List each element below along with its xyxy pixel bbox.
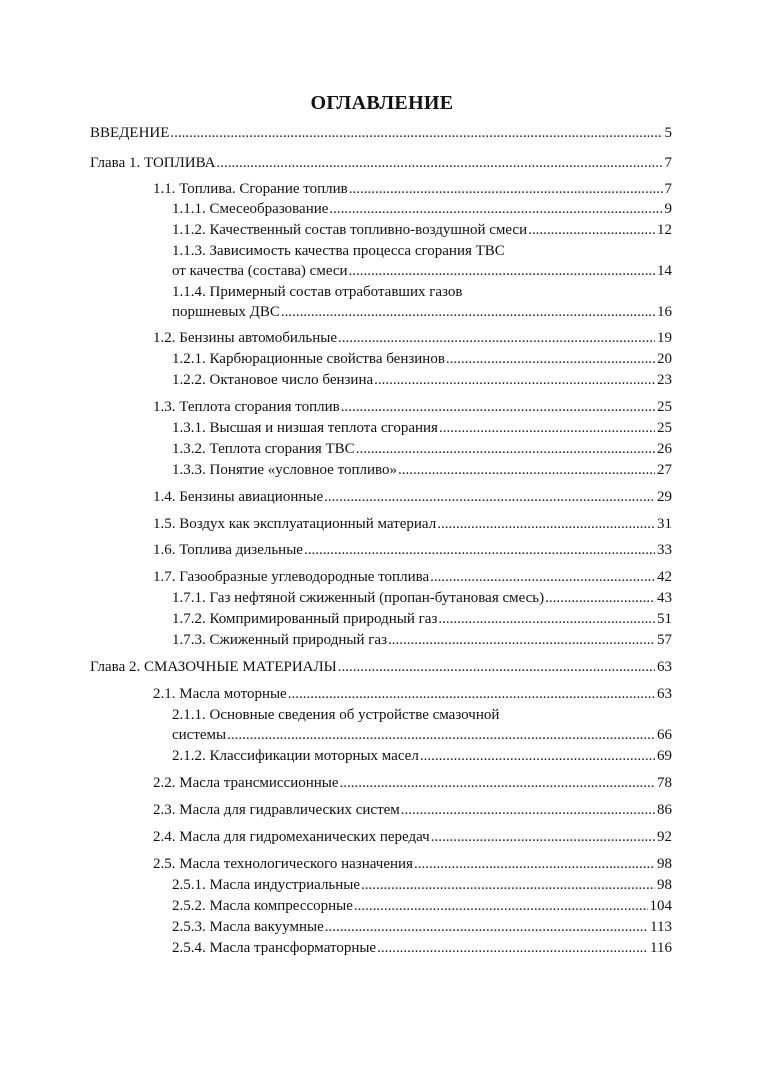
toc-entry-label: 1.1.2. Качественный состав топливно-воздушной смеси [172, 222, 528, 238]
toc-entry-introduction[interactable] [90, 122, 672, 144]
toc-entry-label: 1.6. Топлива дизельные [153, 542, 303, 558]
toc-entry-label: 1.7. Газообразные углеводородные топлива [153, 569, 430, 585]
toc-leader [401, 799, 655, 821]
toc-entry-label: поршневых ДВС [172, 304, 280, 320]
toc-entry-label: 1.7.1. Газ нефтяной сжиженный (пропан-бутановая смесь) [172, 590, 545, 606]
toc-leader [446, 348, 655, 370]
toc-entry-page: 69 [657, 748, 672, 764]
toc-entry-page: 7 [664, 181, 672, 197]
toc-entry-page: 19 [657, 330, 672, 346]
toc-entry-page: 29 [657, 489, 672, 505]
toc-entry-1-5[interactable] [153, 513, 672, 535]
toc-leader [349, 178, 663, 200]
toc-entry-page: 51 [657, 611, 672, 627]
toc-entry-2-1-1[interactable] [172, 724, 672, 746]
toc-leader [288, 683, 655, 705]
toc-leader [340, 772, 655, 794]
toc-entry-page: 113 [650, 919, 672, 935]
toc-entry-1-2-1[interactable] [172, 348, 672, 370]
toc-entry-label: Глава 1. ТОПЛИВА [90, 155, 216, 171]
toc-entry-2-1-2[interactable] [172, 745, 672, 767]
toc-leader [438, 608, 655, 630]
toc-entry-page: 98 [657, 877, 672, 893]
toc-leader [325, 916, 648, 938]
toc-leader [437, 513, 655, 535]
toc-entry-1-1-3-line1: 1.1.3. Зависимость качества процесса сгорания ТВС [172, 243, 505, 259]
toc-entry-page: 25 [657, 399, 672, 415]
toc-entry-1-1-2[interactable] [172, 219, 672, 241]
toc-entry-label: 2.5.2. Масла компрессорные [172, 898, 353, 914]
toc-leader [349, 260, 655, 282]
toc-entry-page: 20 [657, 351, 672, 367]
toc-entry-page: 5 [664, 125, 672, 141]
toc-entry-page: 57 [657, 632, 672, 648]
toc-entry-2-1-1-line1: 2.1.1. Основные сведения об устройстве смазочной [172, 707, 500, 723]
toc-entry-1-1-1[interactable] [172, 198, 672, 220]
toc-entry-page: 7 [664, 155, 672, 171]
toc-leader [329, 198, 662, 220]
toc-entry-1-3-3[interactable] [172, 459, 672, 481]
toc-entry-label: системы [172, 727, 227, 743]
toc-leader [374, 369, 655, 391]
toc-entry-2-3[interactable] [153, 799, 672, 821]
toc-leader [431, 826, 655, 848]
toc-entry-page: 92 [657, 829, 672, 845]
toc-leader [324, 486, 655, 508]
toc-entry-page: 116 [650, 940, 672, 956]
toc-leader [420, 745, 655, 767]
page-title: ОГЛАВЛЕНИЕ [310, 92, 454, 114]
toc-leader [377, 937, 648, 959]
toc-entry-page: 86 [657, 802, 672, 818]
toc-entry-1-4[interactable] [153, 486, 672, 508]
toc-entry-page: 63 [657, 659, 672, 675]
toc-entry-label: 2.1.2. Классификации моторных масел [172, 748, 419, 764]
toc-entry-page: 25 [657, 420, 672, 436]
toc-leader [356, 438, 655, 460]
toc-entry-label: 2.4. Масла для гидромеханических передач [153, 829, 430, 845]
toc-leader [304, 539, 655, 561]
toc-leader [341, 396, 655, 418]
toc-entry-page: 66 [657, 727, 672, 743]
toc-leader [170, 122, 662, 144]
toc-entry-chapter-2[interactable] [90, 656, 672, 678]
toc-entry-1-1-3[interactable] [172, 260, 672, 282]
toc-entry-label: 1.3.2. Теплота сгорания ТВС [172, 441, 355, 457]
toc-entry-2-2[interactable] [153, 772, 672, 794]
toc-entry-page: 43 [657, 590, 672, 606]
toc-entry-page: 63 [657, 686, 672, 702]
toc-leader [545, 587, 655, 609]
toc-entry-1-2-2[interactable] [172, 369, 672, 391]
toc-leader [528, 219, 655, 241]
toc-entry-1-7-3[interactable] [172, 629, 672, 651]
toc-leader [430, 566, 655, 588]
toc-entry-page: 78 [657, 775, 672, 791]
toc-entry-1-3[interactable] [153, 396, 672, 418]
toc-entry-2-4[interactable] [153, 826, 672, 848]
toc-entry-label: 2.5.3. Масла вакуумные [172, 919, 324, 935]
toc-entry-label: 1.7.3. Сжиженный природный газ [172, 632, 388, 648]
toc-entry-page: 14 [657, 263, 672, 279]
toc-entry-2-5-4[interactable] [172, 937, 672, 959]
toc-leader [414, 853, 655, 875]
toc-entry-label: 1.1. Топлива. Сгорание топлив [153, 181, 348, 197]
toc-entry-label: 1.3.1. Высшая и низшая теплота сгорания [172, 420, 438, 436]
toc-leader [338, 656, 655, 678]
toc-entry-label: 1.2. Бензины автомобильные [153, 330, 338, 346]
toc-entry-label: 1.4. Бензины авиационные [153, 489, 324, 505]
toc-entry-page: 26 [657, 441, 672, 457]
toc-entry-page: 16 [657, 304, 672, 320]
toc-leader [227, 724, 655, 746]
toc-entry-1-6[interactable] [153, 539, 672, 561]
toc-entry-label: 1.5. Воздух как эксплуатационный материал [153, 516, 437, 532]
toc-entry-2-5-1[interactable] [172, 874, 672, 896]
toc-entry-page: 42 [657, 569, 672, 585]
toc-leader [361, 874, 655, 896]
toc-entry-label: 2.5.1. Масла индустриальные [172, 877, 361, 893]
toc-entry-chapter-1[interactable] [90, 152, 672, 174]
toc-entry-page: 33 [657, 542, 672, 558]
toc-leader [354, 895, 648, 917]
toc-leader [281, 301, 655, 323]
toc-entry-label: 1.7.2. Компримированный природный газ [172, 611, 438, 627]
toc-entry-page: 23 [657, 372, 672, 388]
toc-entry-label: от качества (состава) смеси [172, 263, 348, 279]
toc-entry-1-2[interactable] [153, 327, 672, 349]
toc-entry-1-7-2[interactable] [172, 608, 672, 630]
toc-entry-1-1-4[interactable] [172, 301, 672, 323]
toc-entry-label: Глава 2. СМАЗОЧНЫЕ МАТЕРИАЛЫ [90, 659, 337, 675]
toc-entry-page: 9 [664, 201, 672, 217]
toc-leader [398, 459, 655, 481]
toc-entry-1-1-4-line1: 1.1.4. Примерный состав отработавших газов [172, 284, 463, 300]
toc-entry-1-3-2[interactable] [172, 438, 672, 460]
toc-entry-2-5-3[interactable] [172, 916, 672, 938]
toc-entry-1-7-1[interactable] [172, 587, 672, 609]
toc-entry-2-1[interactable] [153, 683, 672, 705]
toc-entry-label: 2.3. Масла для гидравлических систем [153, 802, 400, 818]
toc-entry-1-3-1[interactable] [172, 417, 672, 439]
toc-entry-label: 1.3. Теплота сгорания топлив [153, 399, 340, 415]
toc-entry-label: 2.1. Масла моторные [153, 686, 287, 702]
toc-entry-1-7[interactable] [153, 566, 672, 588]
toc-entry-page: 104 [649, 898, 672, 914]
toc-entry-1-1[interactable] [153, 178, 672, 200]
toc-entry-2-5-2[interactable] [172, 895, 672, 917]
toc-entry-page: 27 [657, 462, 672, 478]
toc-entry-label: 1.2.2. Октановое число бензина [172, 372, 374, 388]
toc-entry-page: 31 [657, 516, 672, 532]
toc-entry-label: 1.1.1. Смесеобразование [172, 201, 329, 217]
toc-entry-label: 1.2.1. Карбюрационные свойства бензинов [172, 351, 445, 367]
toc-entry-label: ВВЕДЕНИЕ [90, 125, 170, 141]
toc-entry-label: 1.3.3. Понятие «условное топливо» [172, 462, 397, 478]
toc-entry-page: 12 [657, 222, 672, 238]
toc-entry-2-5[interactable] [153, 853, 672, 875]
toc-entry-page: 98 [657, 856, 672, 872]
toc-entry-label: 2.2. Масла трансмиссионные [153, 775, 339, 791]
toc-leader [338, 327, 655, 349]
toc-entry-label: 2.5. Масла технологического назначения [153, 856, 413, 872]
toc-leader [388, 629, 655, 651]
toc-entry-label: 2.5.4. Масла трансформаторные [172, 940, 377, 956]
toc-leader [217, 152, 663, 174]
toc-leader [439, 417, 655, 439]
